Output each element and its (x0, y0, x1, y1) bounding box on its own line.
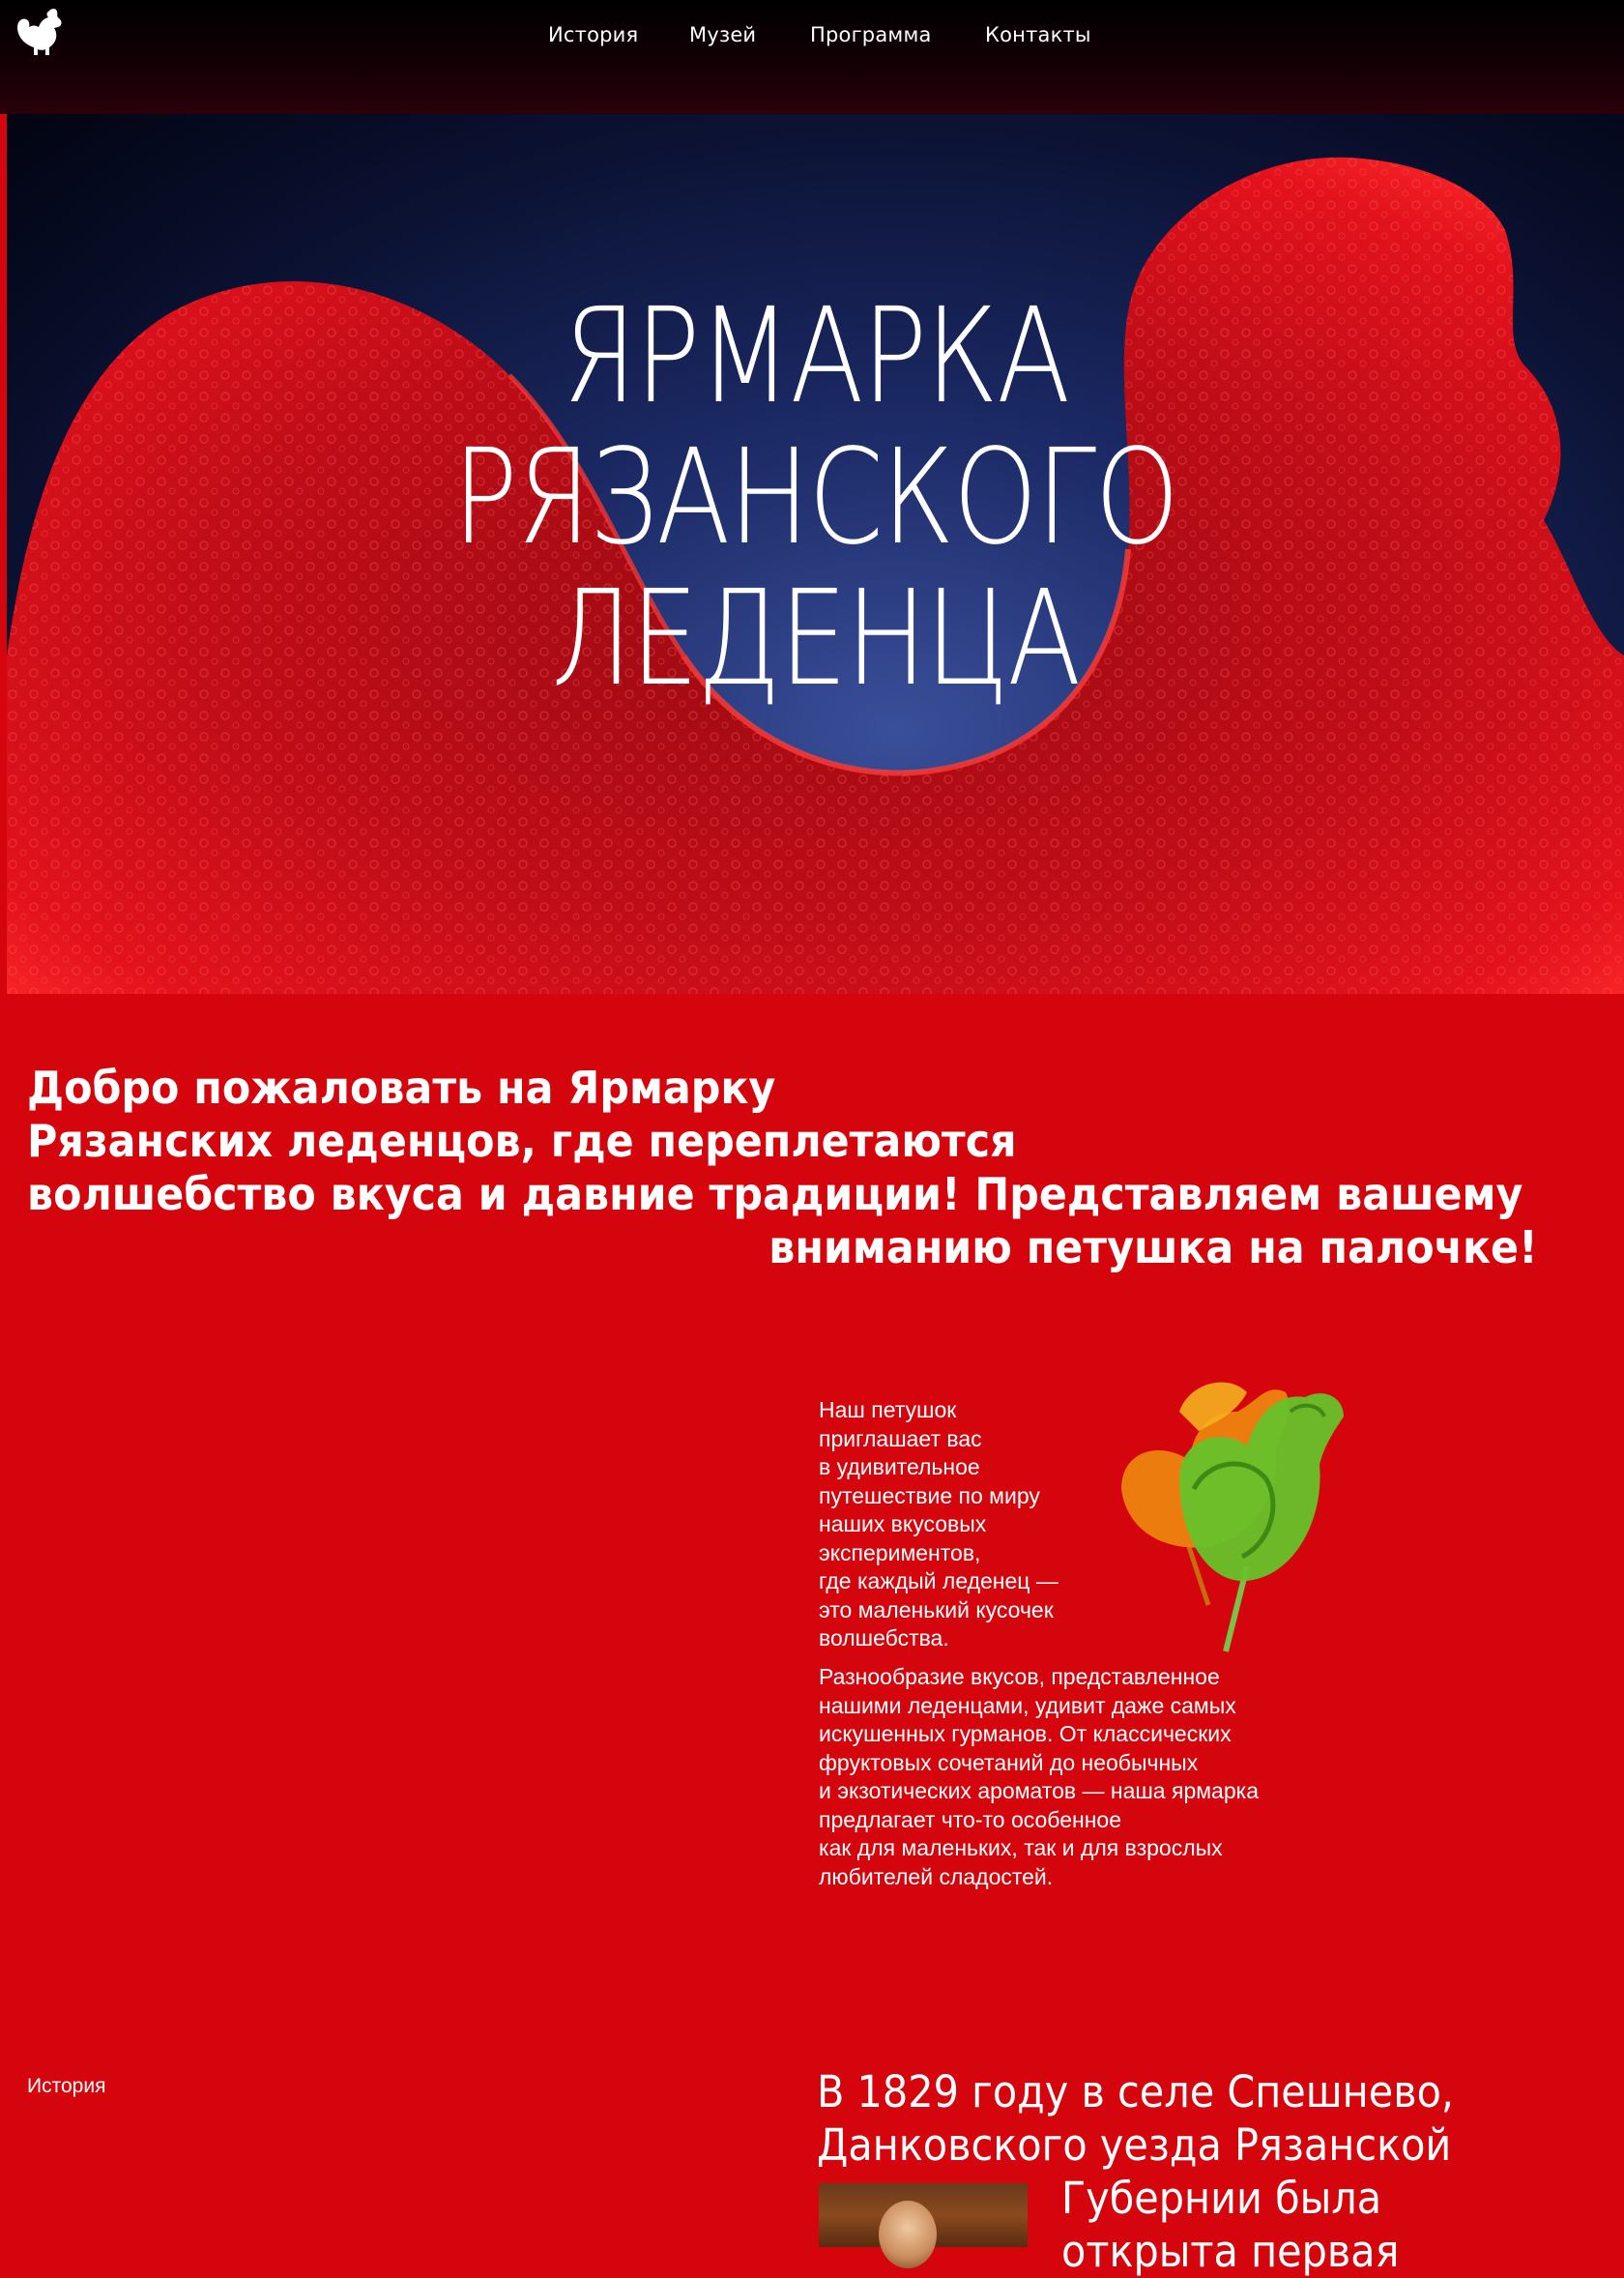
text-line: наших вкусовых (819, 1511, 987, 1536)
hero-banner (7, 114, 1624, 994)
lollipop-roosters-image (1102, 1373, 1363, 1653)
hero-title (7, 280, 1624, 716)
section-label-history: История (27, 2075, 106, 2097)
about-paragraph-1 (819, 1396, 1109, 1653)
text-line: экспериментов, (819, 1539, 981, 1565)
nav-museum[interactable]: Музей (689, 23, 757, 46)
about-paragraph-2 (819, 1663, 1360, 1891)
text-line: это маленький кусочек (819, 1596, 1054, 1622)
history-line: открыта первая (1061, 2226, 1400, 2277)
hero-title-line: ЛЕДЕНЦА (551, 563, 1080, 716)
text-line: Разнообразие вкусов, представленное (819, 1664, 1220, 1689)
welcome-line: вниманию петушка на палочке! (768, 1221, 1538, 1273)
historical-portrait-image (819, 2183, 1028, 2247)
welcome-line: Добро пожаловать на Ярмарку (27, 1062, 776, 1114)
text-line: фруктовых сочетаний до необычных (819, 1749, 1199, 1775)
text-line: в удивительное (819, 1454, 980, 1479)
text-line: искушенных гурманов. От классических (819, 1721, 1232, 1746)
text-line: любителей сладостей. (819, 1863, 1054, 1889)
text-line: предлагает что-то особенное (819, 1806, 1121, 1832)
nav-program[interactable]: Программа (810, 23, 932, 46)
hero-title-line: ЯРМАРКА (562, 280, 1069, 433)
history-line: Губернии была (1061, 2173, 1382, 2224)
text-line: где каждый леденец — (819, 1568, 1058, 1593)
nav-history[interactable]: История (548, 23, 639, 46)
hero-title-line: РЯЗАНСКОГО (452, 422, 1178, 574)
history-line: Данковского уезда Рязанской (817, 2119, 1452, 2171)
site-header (0, 0, 1624, 114)
history-line: В 1829 году в селе Спешнево, (817, 2066, 1455, 2117)
nav-contacts[interactable]: Контакты (985, 23, 1091, 46)
welcome-heading (27, 1062, 1574, 1274)
text-line: как для маленьких, так и для взрослых (819, 1835, 1223, 1860)
text-line: и экзотических ароматов — наша ярмарка (819, 1778, 1259, 1803)
text-line: волшебства. (819, 1625, 949, 1650)
welcome-line: волшебство вкуса и давние традиции! Представляем вашему (27, 1168, 1523, 1220)
text-line: путешествие по миру (819, 1482, 1040, 1508)
text-line: Наш петушок (819, 1397, 957, 1422)
text-line: приглашает вас (819, 1425, 982, 1451)
main-nav (0, 23, 1624, 52)
welcome-line: Рязанских леденцов, где переплетаются (27, 1115, 1017, 1167)
text-line: нашими леденцами, удивит даже самых (819, 1692, 1236, 1718)
portrait-face (879, 2201, 937, 2268)
